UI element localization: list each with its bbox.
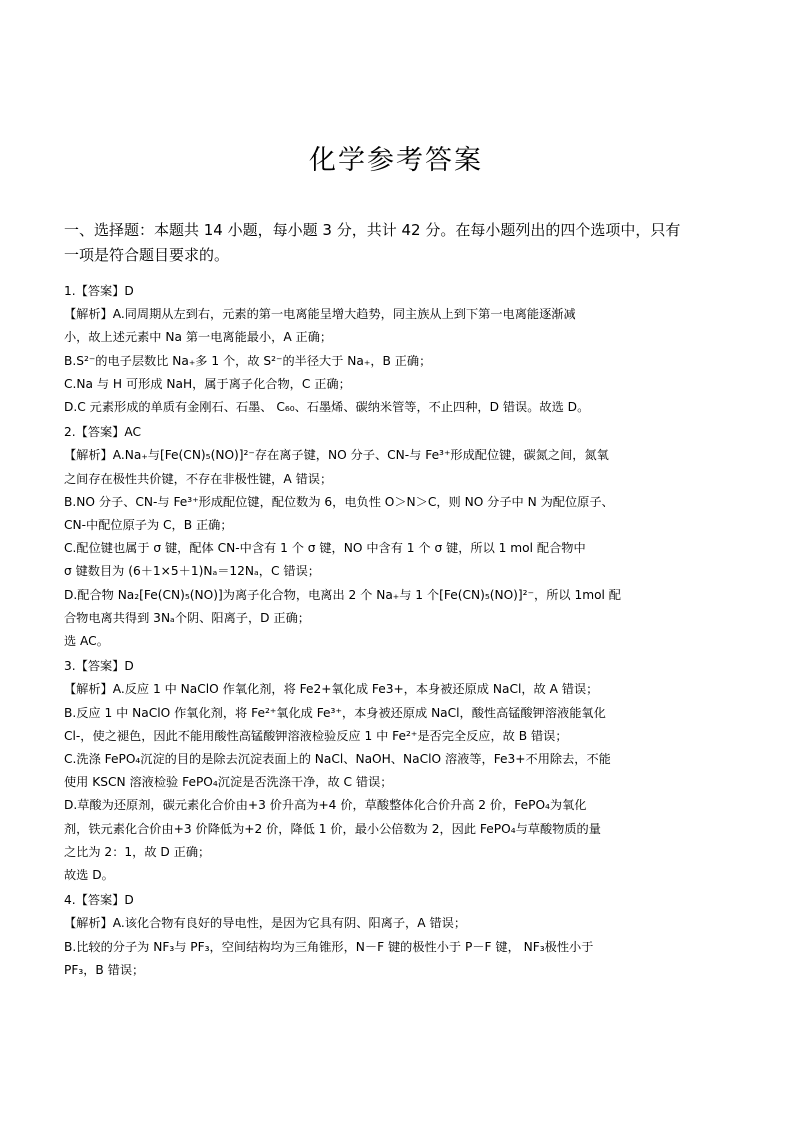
question-3-line: B.反应 1 中 NaClO 作氧化剂，将 Fe²⁺氧化成 Fe³⁺，本身被还原成 NaCl，酸性高锰酸钾溶液能氧化: [64, 705, 606, 720]
question-2-line: B.NO 分子、CN-与 Fe³⁺形成配位键，配位数为 6，电负性 O＞N＞C，则 NO 分子中 N 为配位原子、: [64, 494, 614, 509]
section-header-line-1: 一、选择题：本题共 14 小题，每小题 3 分，共计 42 分。在每小题列出的四个选项中，只有: [64, 221, 681, 239]
question-3-line: 之比为 2：1，故 D 正确；: [64, 844, 211, 859]
question-3-line: C.洗涤 FePO₄沉淀的目的是除去沉淀表面上的 NaCl、NaOH、NaClO 溶液等，Fe3+不用除去，不能: [64, 752, 611, 767]
question-4-line: B.比较的分子为 NF₃与 PF₃，空间结构均为三角锥形，N－F 键的极性小于 P－F 键， NF₃极性小于: [64, 939, 594, 954]
question-2-line: C.配位键也属于 σ 键，配体 CN-中含有 1 个 σ 键，NO 中含有 1 个 σ 键，所以 1 mol 配合物中: [64, 541, 586, 556]
question-4-line: 【解析】A.该化合物有良好的导电性，是因为它具有阴、阳离子，A 错误；: [64, 916, 467, 931]
question-3-line: 使用 KSCN 溶液检验 FePO₄沉淀是否洗涤干净，故 C 错误；: [64, 775, 393, 790]
question-3-line: D.草酸为还原剂，碳元素化合价由+3 价升高为+4 价，草酸整体化合价升高 2 价，FePO₄为氧化: [64, 798, 587, 813]
question-4-head: 4.【答案】D: [64, 893, 134, 908]
question-2-line: 合物电离共得到 3Nₐ个阴、阳离子，D 正确；: [64, 610, 310, 625]
question-3-line: 【解析】A.反应 1 中 NaClO 作氧化剂，将 Fe2+氧化成 Fe3+，本身被还原成 NaCl，故 A 错误；: [64, 682, 599, 697]
question-2-line: 【解析】A.Na₊与[Fe(CN)₅(NO)]²⁻存在离子键，NO 分子、CN-与 Fe³⁺形成配位键，碳氮之间，氮氧: [64, 448, 609, 463]
question-3-line: 故选 D。: [64, 868, 114, 883]
question-2-line: 选 AC。: [64, 634, 109, 649]
answer-body: [64, 278, 728, 982]
question-3-head: 3.【答案】D: [64, 659, 134, 674]
question-1-line: C.Na 与 H 可形成 NaH，属于离子化合物，C 正确；: [64, 376, 351, 391]
question-2-head: 2.【答案】AC: [64, 425, 142, 440]
question-2-line: CN-中配位原子为 C，B 正确；: [64, 518, 233, 533]
section-header: [64, 218, 728, 268]
question-1-line: 【解析】A.同周期从左到右，元素的第一电离能呈增大趋势，同主族从上到下第一电离能逐渐减: [64, 307, 576, 322]
question-4-line: PF₃，B 错误；: [64, 962, 145, 977]
question-1-line: D.C 元素形成的单质有金刚石、石墨、 C₆₀、石墨烯、碳纳米管等，不止四种，D 错误。故选 D。: [64, 400, 590, 415]
question-1-head: 1.【答案】D: [64, 284, 134, 298]
question-1-line: B.S²⁻的电子层数比 Na₊多 1 个，故 S²⁻的半径大于 Na₊，B 正确；: [64, 353, 432, 368]
question-2-line: D.配合物 Na₂[Fe(CN)₅(NO)]为离子化合物，电离出 2 个 Na₊与 1 个[Fe(CN)₅(NO)]²⁻，所以 1mol 配: [64, 587, 621, 602]
page-title: 化学参考答案: [309, 145, 483, 176]
question-2-line: 之间存在极性共价键，不存在非极性键，A 错误；: [64, 471, 333, 486]
question-2-line: σ 键数目为 (6＋1×5＋1)Nₐ＝12Nₐ，C 错误；: [64, 564, 320, 579]
question-3-line: 剂，铁元素化合价由+3 价降低为+2 价，降低 1 价，最小公倍数为 2，因此 FePO₄与草酸物质的量: [64, 821, 601, 836]
question-1-line: 小，故上述元素中 Na 第一电离能最小，A 正确；: [64, 330, 333, 345]
section-header-line-2: 一项是符合题目要求的。: [64, 246, 230, 264]
question-3-line: Cl-，使之褪色，因此不能用酸性高锰酸钾溶液检验反应 1 中 Fe²⁺是否完全反应，故 B 错误；: [64, 728, 568, 743]
